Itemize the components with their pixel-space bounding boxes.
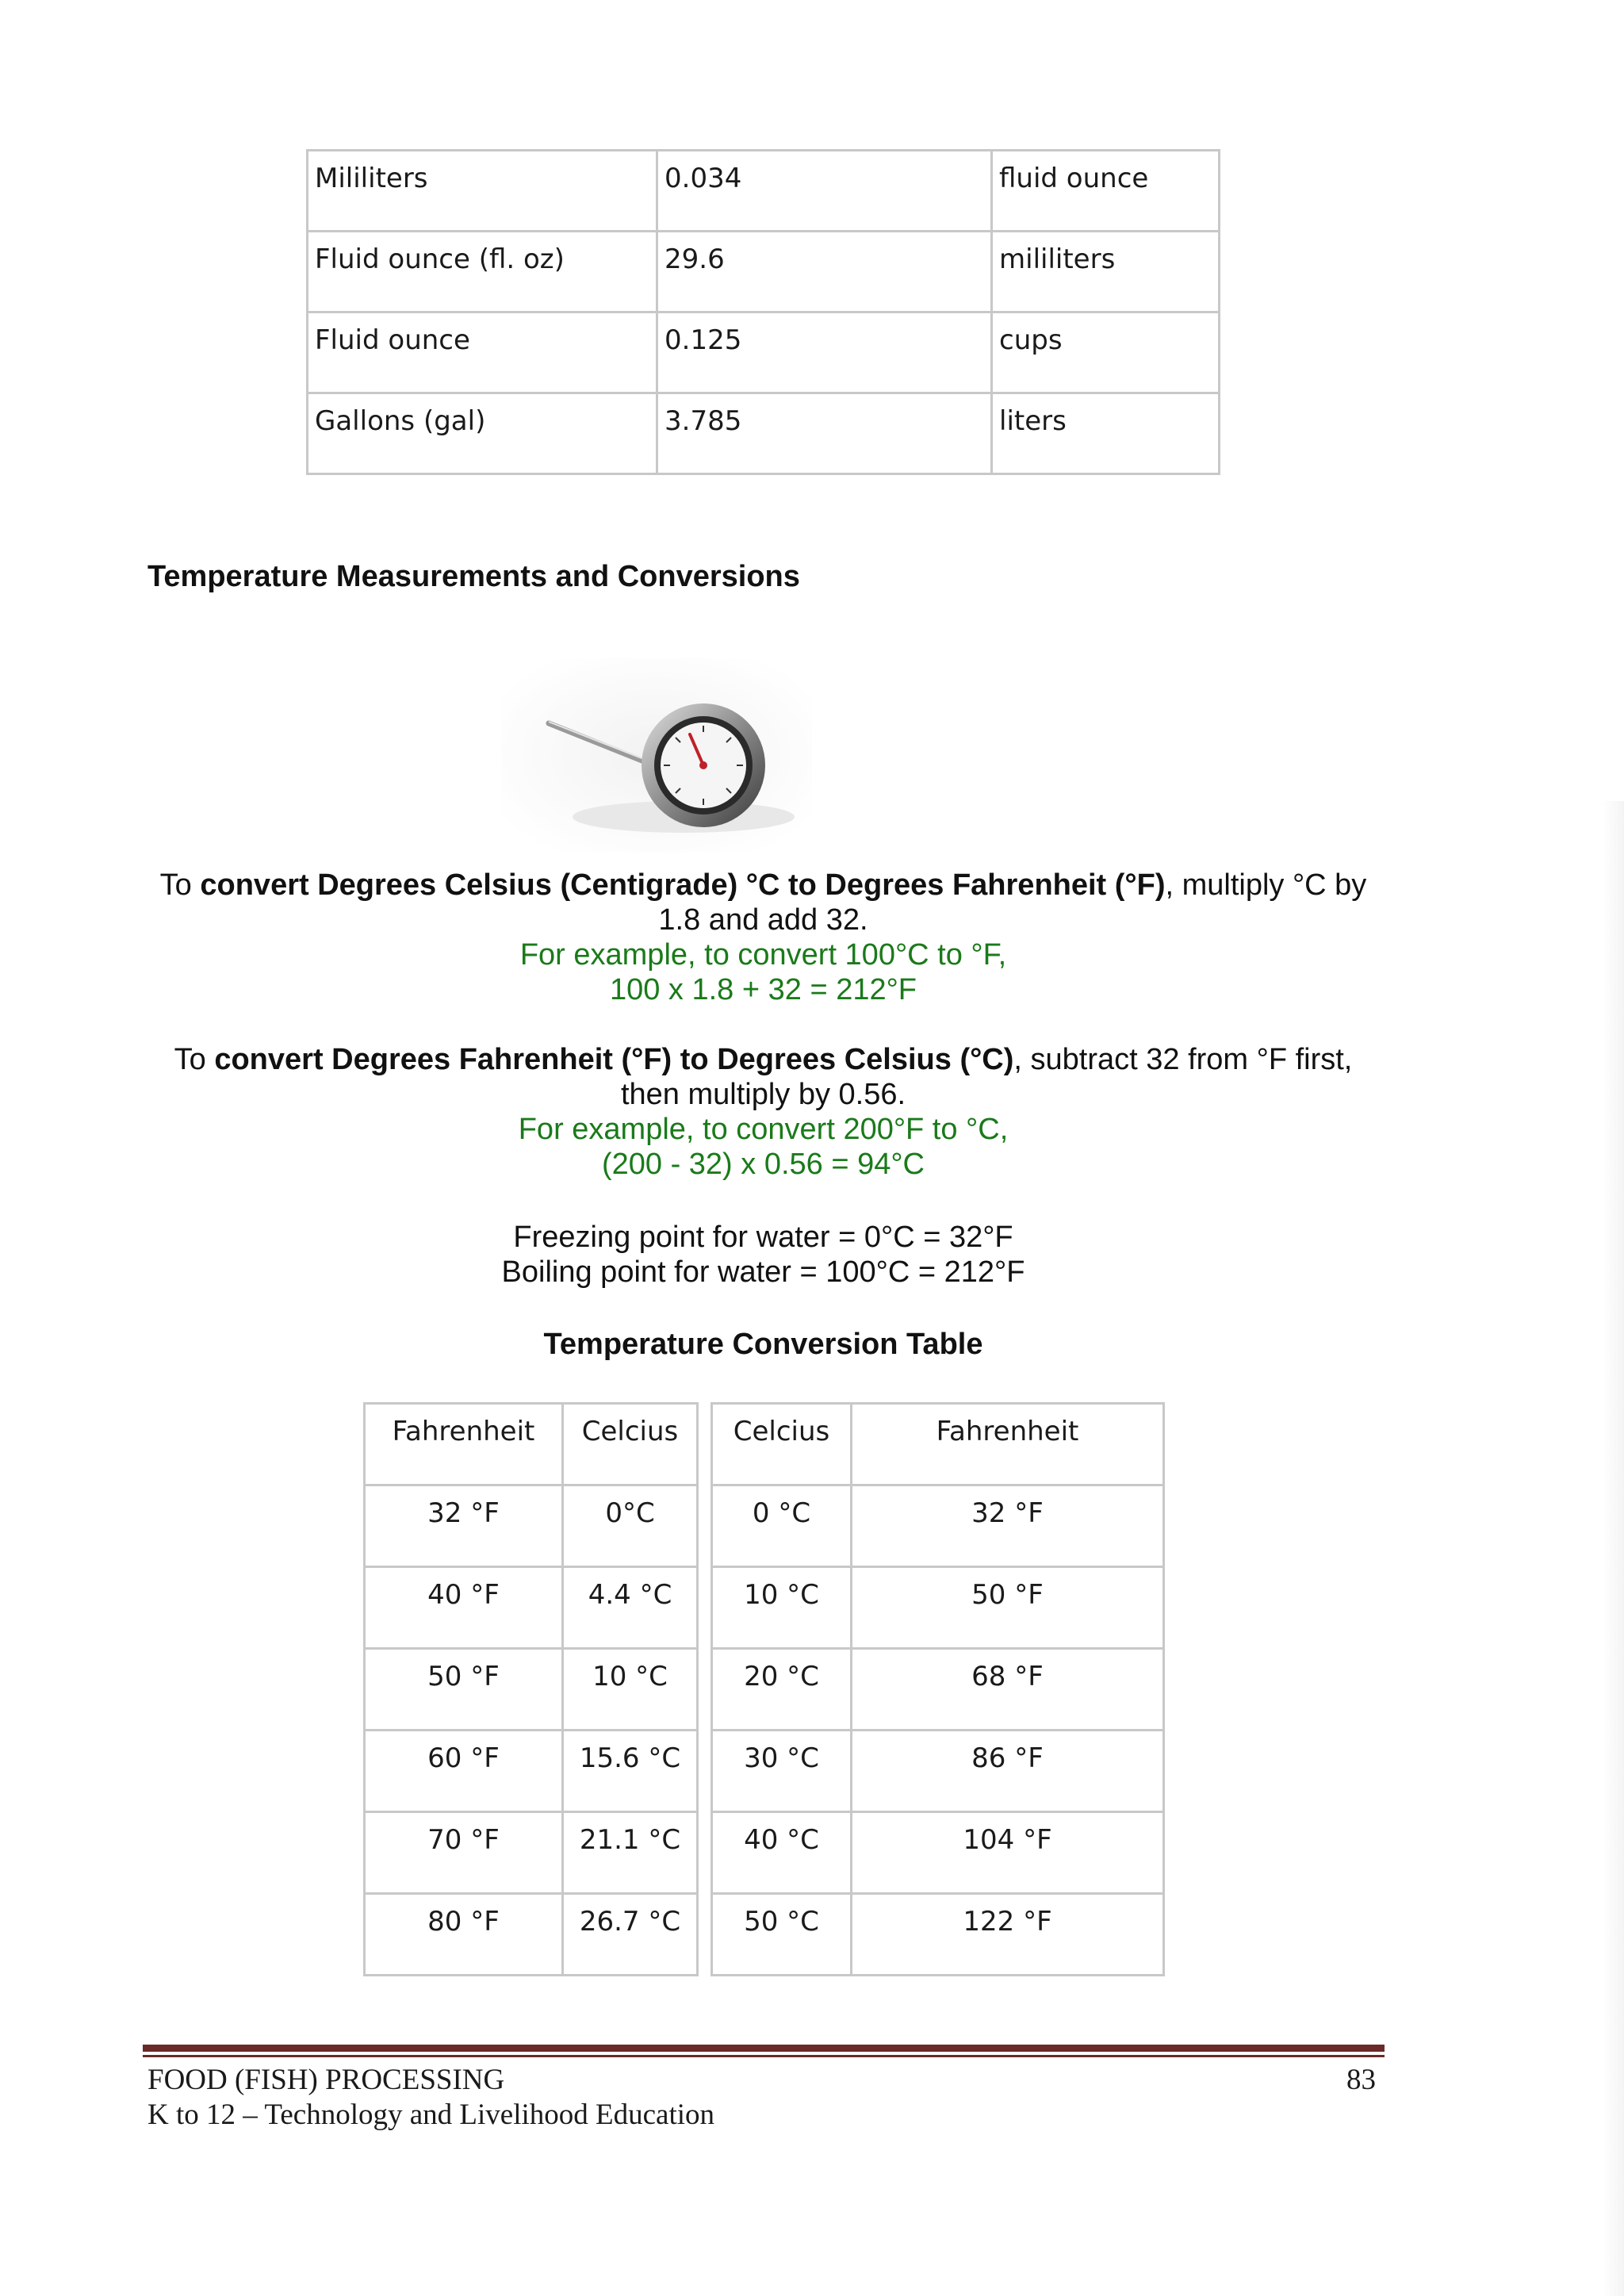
- table-cell: 4.4 °C: [563, 1567, 698, 1649]
- table-row: [308, 151, 1220, 232]
- table-cell: 3.785: [657, 393, 992, 474]
- table-row: [365, 1812, 1164, 1894]
- rule-line-2: then multiply by 0.56.: [620, 1078, 906, 1111]
- table-row: [365, 1731, 1164, 1812]
- table-cell: cups: [992, 312, 1220, 393]
- rule-prefix: To: [159, 868, 201, 902]
- example-line: For example, to convert 200°F to °C,: [518, 1113, 1009, 1146]
- footer-title: FOOD (FISH) PROCESSING: [147, 2064, 505, 2096]
- footer-subtitle: K to 12 – Technology and Livelihood Education: [147, 2099, 715, 2131]
- table-cell: 50 °C: [712, 1894, 852, 1976]
- table-divider: [698, 1404, 712, 1485]
- table-divider: [698, 1649, 712, 1731]
- table-row: [365, 1567, 1164, 1649]
- table-cell: 32 °F: [852, 1485, 1164, 1567]
- table-cell: 10 °C: [712, 1567, 852, 1649]
- fahrenheit-to-celsius-rule: [119, 1042, 1408, 1182]
- table-cell: 50 °F: [365, 1649, 563, 1731]
- rule-prefix: To: [174, 1043, 215, 1076]
- table-row: [365, 1649, 1164, 1731]
- table-cell: 60 °F: [365, 1731, 563, 1812]
- table-cell: 30 °C: [712, 1731, 852, 1812]
- table-divider: [698, 1894, 712, 1976]
- water-reference-points: [119, 1220, 1408, 1290]
- volume-conversion-table: [306, 149, 1220, 475]
- freezing-point: Freezing point for water = 0°C = 32°F: [513, 1221, 1013, 1254]
- table-cell: 29.6: [657, 232, 992, 312]
- rule-bold: convert Degrees Celsius (Centigrade) °C to Degrees Fahrenheit (°F): [200, 868, 1166, 902]
- temperature-table-title: Temperature Conversion Table: [543, 1328, 983, 1361]
- rule-rest: , subtract 32 from °F first,: [1013, 1043, 1353, 1076]
- boiling-point: Boiling point for water = 100°C = 212°F: [501, 1255, 1025, 1289]
- column-header: Celcius: [563, 1404, 698, 1485]
- table-cell: 15.6 °C: [563, 1731, 698, 1812]
- table-cell: 70 °F: [365, 1812, 563, 1894]
- column-header: Fahrenheit: [365, 1404, 563, 1485]
- table-cell: 0.034: [657, 151, 992, 232]
- rule-rest: , multiply °C by: [1165, 868, 1367, 902]
- table-cell: 26.7 °C: [563, 1894, 698, 1976]
- table-row: [308, 232, 1220, 312]
- example-formula: (200 - 32) x 0.56 = 94°C: [601, 1148, 925, 1181]
- table-cell: 32 °F: [365, 1485, 563, 1567]
- table-cell: 50 °F: [852, 1567, 1164, 1649]
- table-cell: 20 °C: [712, 1649, 852, 1731]
- rule-line: [119, 1042, 1408, 1077]
- table-cell: 80 °F: [365, 1894, 563, 1976]
- table-row: [308, 393, 1220, 474]
- table-cell: mililiters: [992, 232, 1220, 312]
- food-thermometer-icon: [501, 658, 812, 853]
- table-divider: [698, 1567, 712, 1649]
- table-cell: 0 °C: [712, 1485, 852, 1567]
- table-divider: [698, 1731, 712, 1812]
- table-cell: 0.125: [657, 312, 992, 393]
- scan-edge: [1602, 801, 1624, 2296]
- rule-line: [119, 868, 1408, 903]
- section-heading: Temperature Measurements and Conversions: [147, 560, 800, 593]
- rule-bold: convert Degrees Fahrenheit (°F) to Degrees Celsius (°C): [214, 1043, 1014, 1076]
- table-cell: 122 °F: [852, 1894, 1164, 1976]
- table-cell: liters: [992, 393, 1220, 474]
- page-number: 83: [1346, 2064, 1376, 2096]
- celsius-to-fahrenheit-rule: [119, 868, 1408, 1007]
- table-cell: 86 °F: [852, 1731, 1164, 1812]
- table-cell: 40 °C: [712, 1812, 852, 1894]
- column-header: Celcius: [712, 1404, 852, 1485]
- table-row: [308, 312, 1220, 393]
- table-cell: 40 °F: [365, 1567, 563, 1649]
- table-divider: [698, 1485, 712, 1567]
- table-cell: fluid ounce: [992, 151, 1220, 232]
- footer-rule-thin: [143, 2055, 1385, 2057]
- table-cell: 68 °F: [852, 1649, 1164, 1731]
- table-cell: 0°C: [563, 1485, 698, 1567]
- table-divider: [698, 1812, 712, 1894]
- temperature-conversion-table: [363, 1402, 1165, 1976]
- table-cell: Fluid ounce (fl. oz): [308, 232, 657, 312]
- table-row: [365, 1485, 1164, 1567]
- example-line: For example, to convert 100°C to °F,: [519, 938, 1007, 972]
- table-cell: 10 °C: [563, 1649, 698, 1731]
- table-cell: Fluid ounce: [308, 312, 657, 393]
- table-row: [365, 1894, 1164, 1976]
- table-cell: Mililiters: [308, 151, 657, 232]
- table-header-row: [365, 1404, 1164, 1485]
- table-cell: 104 °F: [852, 1812, 1164, 1894]
- column-header: Fahrenheit: [852, 1404, 1164, 1485]
- table-cell: 21.1 °C: [563, 1812, 698, 1894]
- rule-line-2: 1.8 and add 32.: [658, 903, 868, 937]
- table-cell: Gallons (gal): [308, 393, 657, 474]
- footer-rule: [143, 2045, 1385, 2052]
- example-formula: 100 x 1.8 + 32 = 212°F: [609, 973, 917, 1006]
